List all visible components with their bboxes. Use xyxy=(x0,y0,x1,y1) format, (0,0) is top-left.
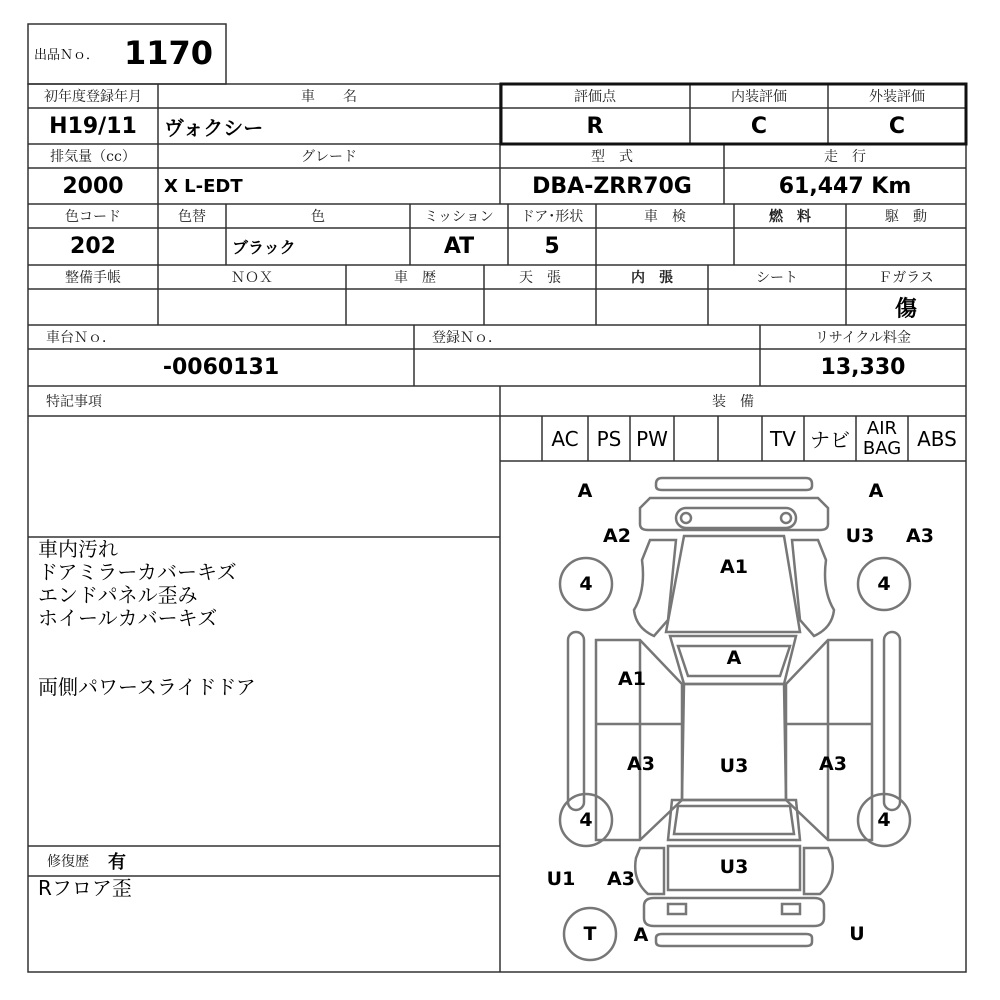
vehicle-history-label: 車 歴 xyxy=(394,270,436,286)
recycle-fee-label: リサイクル料金 xyxy=(814,330,912,346)
damage-mark: A1 xyxy=(720,556,748,578)
tire-spare: T xyxy=(583,923,597,945)
repair-note: Rフロア歪 xyxy=(38,876,132,900)
tire-front-right: 4 xyxy=(877,573,891,595)
car-name-value: ヴォクシー xyxy=(164,115,264,140)
repair-history-label: 修復歴 xyxy=(47,854,89,870)
damage-mark: A xyxy=(633,924,649,946)
drive-value xyxy=(846,228,966,265)
exterior-score-value: C xyxy=(888,113,906,139)
damage-mark: U3 xyxy=(719,856,749,878)
color-code-value: 202 xyxy=(70,234,116,259)
score-label: 評価点 xyxy=(574,89,616,105)
registration-no-value xyxy=(414,349,760,386)
recolor-label: 色替 xyxy=(178,209,206,225)
mission-label: ミッション xyxy=(424,209,494,225)
equipment-airbag: AIR BAG xyxy=(862,417,902,459)
fuel-value xyxy=(734,228,846,265)
equipment-pw: PW xyxy=(636,426,668,451)
color-label: 色 xyxy=(311,209,325,225)
note-line: 車内汚れ xyxy=(38,537,118,561)
exterior-score-label: 外装評価 xyxy=(869,89,925,105)
note-line xyxy=(38,630,256,653)
front-glass-label: Ｆガラス xyxy=(878,270,934,286)
mileage-label: 走 行 xyxy=(824,149,866,165)
door-type-value: 5 xyxy=(544,234,560,259)
equipment-ps: PS xyxy=(596,426,622,451)
note-line: ホイールカバーキズ xyxy=(38,606,218,630)
damage-mark: A1 xyxy=(618,668,646,690)
front-glass-value: 傷 xyxy=(894,296,917,322)
note-line: ドアミラーカバーキズ xyxy=(38,560,237,584)
damage-mark: A3 xyxy=(906,525,934,547)
recolor-value xyxy=(158,228,226,265)
tire-rear-right: 4 xyxy=(877,809,891,831)
lot-number: 1170 xyxy=(124,34,214,72)
door-type-label: ドア･形状 xyxy=(520,209,584,225)
note-line: 両側パワースライドドア xyxy=(38,675,256,699)
grade-value: X L-EDT xyxy=(164,175,243,197)
model-code-value: DBA-ZRR70G xyxy=(532,173,692,199)
damage-mark: A xyxy=(726,647,742,669)
mission-value: AT xyxy=(443,234,475,259)
tire-front-left: 4 xyxy=(579,573,593,595)
equipment-item xyxy=(718,416,762,461)
displacement-value: 2000 xyxy=(62,173,124,199)
recycle-fee-value: 13,330 xyxy=(820,355,906,380)
grade-label: グレード xyxy=(301,149,357,165)
note-line xyxy=(38,653,256,676)
tire-rear-left: 4 xyxy=(579,809,593,831)
damage-mark: U xyxy=(849,923,865,945)
first-registration-label: 初年度登録年月 xyxy=(44,89,142,105)
note-line: エンドパネル歪み xyxy=(38,583,198,607)
fuel-label: 燃 料 xyxy=(769,209,811,225)
interior-score-label: 内装評価 xyxy=(731,89,787,105)
damage-mark: U3 xyxy=(719,755,749,777)
damage-mark: A xyxy=(577,480,593,502)
interior-lining-label: 内 張 xyxy=(631,270,673,286)
equipment-abs: ABS xyxy=(917,426,957,451)
damage-mark: A xyxy=(868,480,884,502)
equipment-tv: TV xyxy=(770,426,796,451)
damage-mark: A3 xyxy=(627,753,655,775)
roof-lining-label: 天 張 xyxy=(519,270,561,286)
equipment-label: 装 備 xyxy=(712,394,754,410)
equipment-navi: ナビ xyxy=(810,428,850,452)
inspection-label: 車 検 xyxy=(644,209,686,225)
notes-list xyxy=(38,538,256,699)
color-value: ブラック xyxy=(232,238,296,257)
damage-mark: U3 xyxy=(845,525,875,547)
damage-mark: A3 xyxy=(819,753,847,775)
model-code-label: 型 式 xyxy=(591,149,633,165)
first-registration-value: H19/11 xyxy=(49,113,137,139)
chassis-no-label: 車台Ｎｏ． xyxy=(46,330,116,346)
equipment-item xyxy=(500,416,542,461)
lot-label: 出品Ｎｏ． xyxy=(34,47,100,63)
inspection-value xyxy=(596,228,734,265)
displacement-label: 排気量（cc） xyxy=(50,149,136,165)
nox-label: ＮＯＸ xyxy=(231,270,273,286)
seat-label: シート xyxy=(756,270,798,286)
damage-mark: U1 xyxy=(546,868,576,890)
equipment-ac: AC xyxy=(551,426,579,451)
interior-score-value: C xyxy=(750,113,768,139)
drive-label: 駆 動 xyxy=(885,209,927,225)
color-code-label: 色コード xyxy=(65,209,121,225)
chassis-no-value: -0060131 xyxy=(162,355,280,380)
score-value: R xyxy=(586,113,604,139)
registration-no-label: 登録Ｎｏ． xyxy=(432,330,502,346)
notes-label: 特記事項 xyxy=(46,394,102,410)
car-name-label: 車 名 xyxy=(301,89,357,105)
equipment-item xyxy=(674,416,718,461)
mileage-value: 61,447 Km xyxy=(778,173,912,199)
damage-mark: A2 xyxy=(603,525,631,547)
damage-mark: A3 xyxy=(607,868,635,890)
maintenance-book-label: 整備手帳 xyxy=(65,270,121,286)
repair-history-value: 有 xyxy=(108,852,126,873)
